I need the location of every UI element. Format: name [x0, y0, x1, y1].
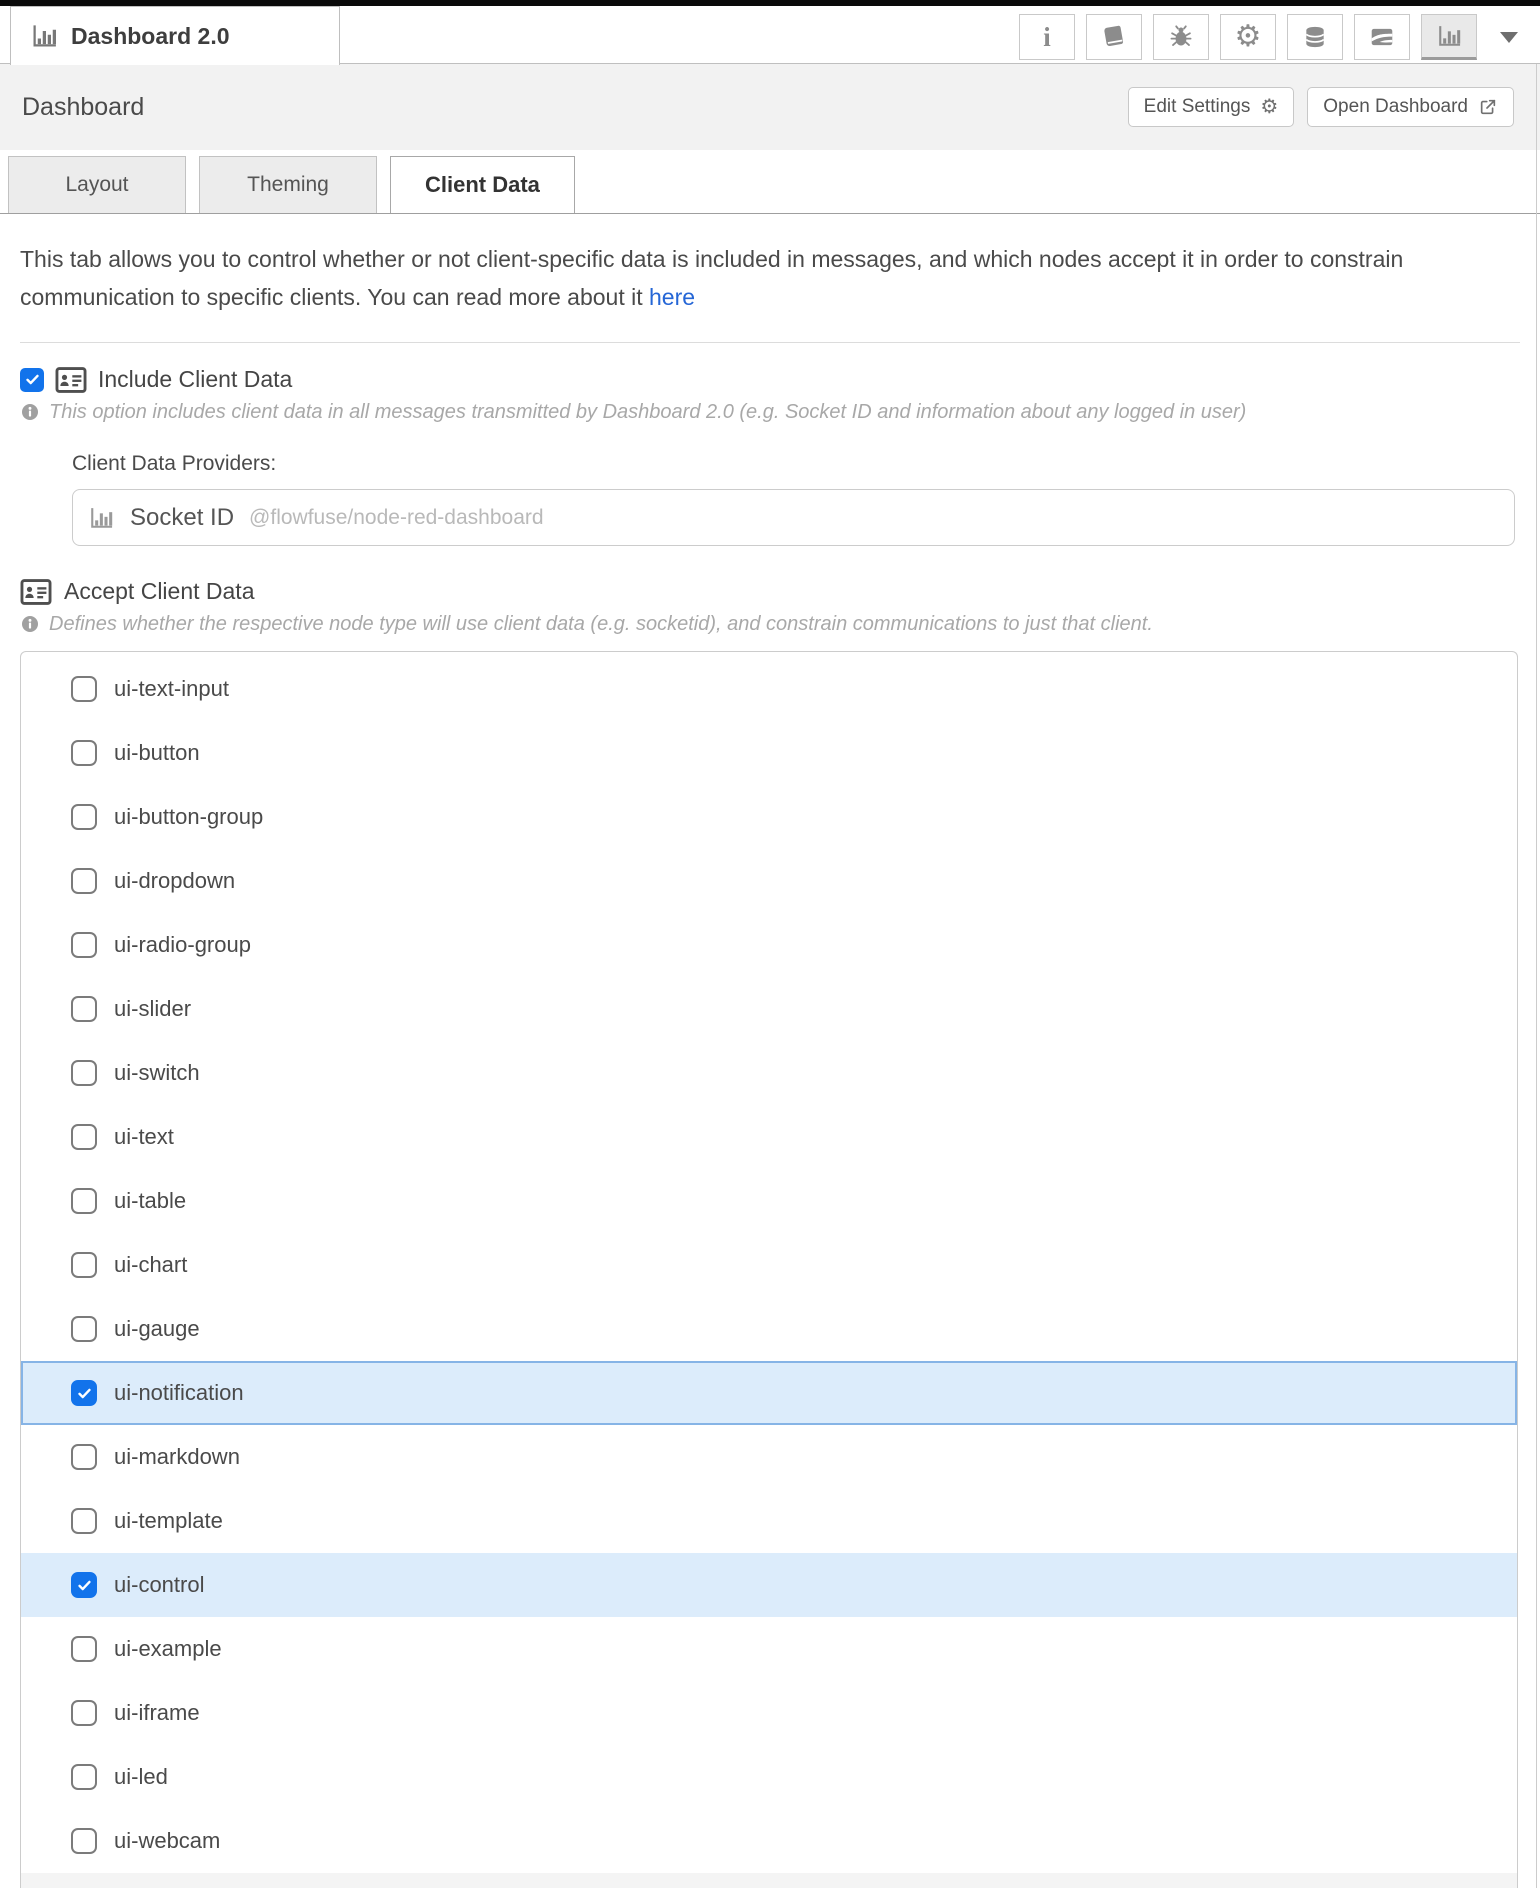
sidebar-tab-dashboard-2.0[interactable] [10, 6, 340, 65]
accept-node-row-ui-template[interactable] [21, 1489, 1517, 1553]
dashboard-header [0, 64, 1540, 150]
accept-note-text: Defines whether the respective node type will use client data (e.g. socketid), and constrain communications to just that client. [49, 613, 1153, 635]
node-label: ui-switch [114, 1060, 200, 1085]
include-client-data-checkbox[interactable] [20, 368, 44, 392]
panel-right-border [1536, 64, 1537, 1888]
checkbox-ui-table[interactable] [71, 1188, 97, 1214]
include-client-data-label: Include Client Data [98, 366, 293, 392]
checkbox-ui-gauge[interactable] [71, 1316, 97, 1342]
page-title: Dashboard [22, 92, 145, 121]
accept-client-data-label: Accept Client Data [64, 578, 255, 604]
node-label: ui-iframe [114, 1700, 200, 1725]
debug-tab-button[interactable] [1153, 14, 1209, 60]
info-tab-button[interactable] [1019, 14, 1075, 60]
sidebar-tab-strip [0, 6, 1540, 64]
node-label: ui-dropdown [114, 868, 236, 893]
accept-node-row-ui-text-input[interactable] [21, 657, 1517, 721]
help-book-icon [1101, 24, 1127, 50]
node-label: ui-led [114, 1764, 168, 1789]
dashboard-tab-button[interactable] [1421, 14, 1477, 60]
check-icon [76, 1385, 93, 1402]
context-tab-button[interactable] [1287, 14, 1343, 60]
accept-node-row-ui-radio-group[interactable] [21, 913, 1517, 977]
accept-node-row-ui-markdown[interactable] [21, 1425, 1517, 1489]
accept-node-row-ui-control[interactable] [21, 1553, 1517, 1617]
gear-icon: ⚙ [1260, 96, 1279, 118]
flowfuse-icon [1369, 24, 1395, 50]
accept-node-row-ui-webcam[interactable] [21, 1809, 1517, 1873]
bar-chart-icon [87, 504, 115, 532]
accept-node-row-ui-text[interactable] [21, 1105, 1517, 1169]
sidebar-tab-title: Dashboard 2.0 [71, 22, 230, 49]
checkbox-ui-template[interactable] [71, 1508, 97, 1534]
node-label: ui-button-group [114, 804, 264, 829]
tab-client-data[interactable]: Client Data [390, 156, 575, 213]
external-link-icon [1478, 97, 1498, 117]
checkbox-ui-button-group[interactable] [71, 804, 97, 830]
id-card-icon [20, 579, 52, 605]
intro-text-body: This tab allows you to control whether or not client-specific data is included in messages, and which nodes accept it in order to constrain communication to specific clients. You can read more about it [20, 246, 1404, 310]
node-label: ui-example [114, 1636, 222, 1661]
node-label: ui-chart [114, 1252, 188, 1277]
accept-node-row-ui-led[interactable] [21, 1745, 1517, 1809]
check-icon [76, 1577, 93, 1594]
node-label: ui-slider [114, 996, 192, 1021]
provider-package: @flowfuse/node-red-dashboard [249, 505, 544, 529]
checkbox-ui-markdown[interactable] [71, 1444, 97, 1470]
checkbox-ui-iframe[interactable] [71, 1700, 97, 1726]
here-link[interactable]: here [649, 284, 696, 310]
node-label: ui-notification [114, 1380, 244, 1405]
include-client-data-note [20, 401, 1520, 424]
include-client-data-row [20, 366, 1520, 393]
node-label: ui-radio-group [114, 932, 251, 957]
node-label: ui-table [114, 1188, 187, 1213]
checkbox-ui-slider[interactable] [71, 996, 97, 1022]
sidebar-toolbar [1019, 14, 1518, 60]
checkbox-ui-switch[interactable] [71, 1060, 97, 1086]
node-label: ui-text [114, 1124, 174, 1149]
tab-theming[interactable]: Theming [199, 156, 377, 213]
provider-name: Socket ID [130, 503, 235, 531]
settings-tabs [0, 150, 1540, 214]
edit-settings-button[interactable] [1128, 87, 1295, 127]
checkbox-ui-text[interactable] [71, 1124, 97, 1150]
accept-client-data-note [20, 613, 1520, 636]
info-circle-icon [20, 614, 40, 634]
open-dashboard-button[interactable] [1307, 87, 1514, 127]
client-data-providers-label: Client Data Providers: [72, 452, 277, 475]
checkbox-ui-chart[interactable] [71, 1252, 97, 1278]
node-label: ui-gauge [114, 1316, 200, 1341]
section-divider [20, 342, 1520, 343]
help-tab-button[interactable] [1086, 14, 1142, 60]
checkbox-ui-radio-group[interactable] [71, 932, 97, 958]
list-partial-row [21, 1873, 1517, 1888]
checkbox-ui-control[interactable] [71, 1572, 97, 1598]
bar-chart-icon [29, 21, 59, 51]
checkbox-ui-notification[interactable] [71, 1380, 97, 1406]
config-tab-button[interactable] [1220, 14, 1276, 60]
check-icon [24, 371, 41, 388]
dashboard-chart-icon [1435, 22, 1463, 50]
provider-row-socket-id[interactable] [72, 489, 1515, 546]
client-data-panel [0, 214, 1540, 1888]
node-label: ui-template [114, 1508, 223, 1533]
info-icon: i [1043, 21, 1051, 52]
id-card-icon [55, 367, 87, 393]
debug-bug-icon [1168, 24, 1194, 50]
info-circle-icon [20, 402, 40, 422]
node-label: ui-webcam [114, 1828, 221, 1853]
checkbox-ui-dropdown[interactable] [71, 868, 97, 894]
checkbox-ui-led[interactable] [71, 1764, 97, 1790]
include-note-text: This option includes client data in all messages transmitted by Dashboard 2.0 (e.g. Socket ID and information about any logged in user) [49, 401, 1247, 423]
accept-node-row-ui-button-group[interactable] [21, 785, 1517, 849]
flowfuse-tab-button[interactable] [1354, 14, 1410, 60]
intro-text [20, 240, 1470, 316]
accept-node-row-ui-gauge[interactable] [21, 1297, 1517, 1361]
accept-nodes-rows [21, 652, 1517, 1873]
accept-node-row-ui-table[interactable] [21, 1169, 1517, 1233]
accept-client-data-header [20, 578, 1520, 605]
checkbox-ui-button[interactable] [71, 740, 97, 766]
node-label: ui-text-input [114, 676, 229, 701]
checkbox-ui-text-input[interactable] [71, 676, 97, 702]
node-label: ui-control [114, 1572, 205, 1597]
node-label: ui-button [114, 740, 200, 765]
accept-node-row-ui-notification[interactable] [21, 1361, 1517, 1425]
sidebar-tabs-caret[interactable] [1500, 32, 1518, 43]
checkbox-ui-example[interactable] [71, 1636, 97, 1662]
accept-node-row-ui-dropdown[interactable] [21, 849, 1517, 913]
accept-node-row-ui-button[interactable] [21, 721, 1517, 785]
accept-node-row-ui-slider[interactable] [21, 977, 1517, 1041]
accept-node-row-ui-iframe[interactable] [21, 1681, 1517, 1745]
accept-node-row-ui-chart[interactable] [21, 1233, 1517, 1297]
accept-node-row-ui-switch[interactable] [21, 1041, 1517, 1105]
accept-nodes-list [20, 651, 1518, 1888]
open-dashboard-label: Open Dashboard [1323, 96, 1468, 117]
context-database-icon [1302, 24, 1328, 50]
node-label: ui-markdown [114, 1444, 240, 1469]
tab-layout[interactable]: Layout [8, 156, 186, 213]
edit-settings-label: Edit Settings [1143, 96, 1251, 117]
accept-node-row-ui-example[interactable] [21, 1617, 1517, 1681]
config-gear-icon: ⚙ [1234, 20, 1262, 53]
checkbox-ui-webcam[interactable] [71, 1828, 97, 1854]
